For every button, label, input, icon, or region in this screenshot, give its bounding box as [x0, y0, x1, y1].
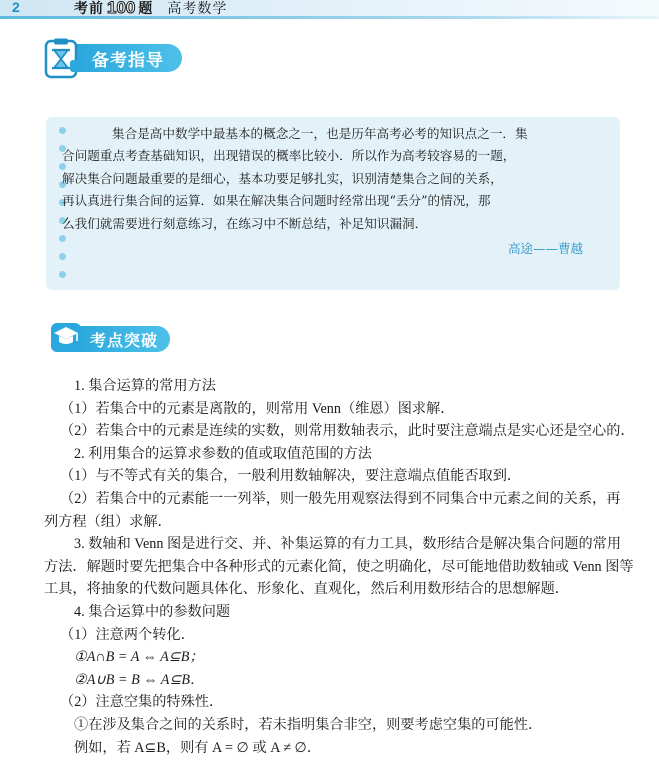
guide-line: 么我们就需要进行刻意练习，在练习中不断总结，补足知识漏洞． [62, 215, 428, 231]
guide-line: 合问题重点考查基础知识，出现错误的概率比较小．所以作为高考较容易的一题， [62, 148, 516, 164]
points-line: （2）若集合中的元素能一一列举，则一般先用观察法得到不同集合中元素之间的关系，再 [60, 490, 621, 507]
guide-line: 解决集合问题最重要的是细心，基本功要足够扎实，识别清楚集合之间的关系， [62, 170, 503, 186]
points-line: 列方程（组）求解． [44, 513, 172, 530]
points-line: （2）注意空集的特殊性． [60, 694, 224, 711]
points-body [44, 375, 635, 759]
section-title-guide-label: 备考指导 [92, 50, 164, 71]
guide-signature: 高途——曹越 [508, 241, 584, 256]
book-title-suffix: 题 [138, 1, 154, 17]
page-number: 2 [12, 0, 20, 15]
points-line: （1）若集合中的元素是离散的，则常用 Venn（维恩）图求解． [60, 400, 455, 417]
book-title-prefix: 考前 [74, 1, 104, 17]
points-line: ①在涉及集合之间的关系时，若未指明集合非空，则要考虑空集的可能性． [74, 716, 543, 733]
book-title [74, 0, 227, 18]
section-title-points [74, 326, 170, 352]
points-line: ①A∩B = A ⇔ A⊆B； [74, 649, 204, 666]
hourglass-clipboard-icon [44, 38, 84, 80]
points-line: 3. 数轴和 Venn 图是进行交、并、补集运算的有力工具，数形结合是解决集合问题的常用 [74, 536, 622, 553]
points-line: （1）与不等式有关的集合，一般利用数轴解决，要注意端点值能否取到． [60, 468, 522, 485]
guide-paragraph [62, 123, 592, 235]
graduation-cap-icon [50, 320, 84, 354]
points-line: ②A∪B = B ⇔ A⊆B． [74, 671, 205, 688]
guide-line: 集合是高中数学中最基本的概念之一，也是历年高考必考的知识点之一．集 [112, 126, 528, 141]
points-line: （1）注意两个转化． [60, 626, 195, 643]
section-title-guide [76, 44, 182, 72]
points-line: （2）若集合中的元素是连续的实数，则常用数轴表示，此时要注意端点是实心还是空心的． [60, 423, 635, 440]
points-line: 2. 利用集合的运算求参数的值或取值范围的方法 [74, 445, 372, 462]
points-line: 4. 集合运算中的参数问题 [74, 603, 231, 620]
guide-line: 再认真进行集合间的运算．如果在解决集合问题时经常出现“丢分”的情况，那 [62, 193, 491, 209]
points-line: 1. 集合运算的常用方法 [74, 378, 216, 394]
points-line: 方法．解题时要先把集合中各种形式的元素化简，使之明确化，尽可能地借助数轴或 Venn 图等 [44, 558, 634, 575]
points-line: 例如，若 A⊆B，则有 A = ∅ 或 A ≠ ∅． [74, 739, 322, 756]
book-title-number: 100 [107, 0, 136, 17]
book-subject: 高考数学 [167, 1, 228, 17]
points-line: 工具，将抽象的代数问题具体化、形象化、直观化，然后利用数形结合的思想解题． [44, 581, 569, 598]
section-title-points-label: 考点突破 [90, 330, 159, 350]
